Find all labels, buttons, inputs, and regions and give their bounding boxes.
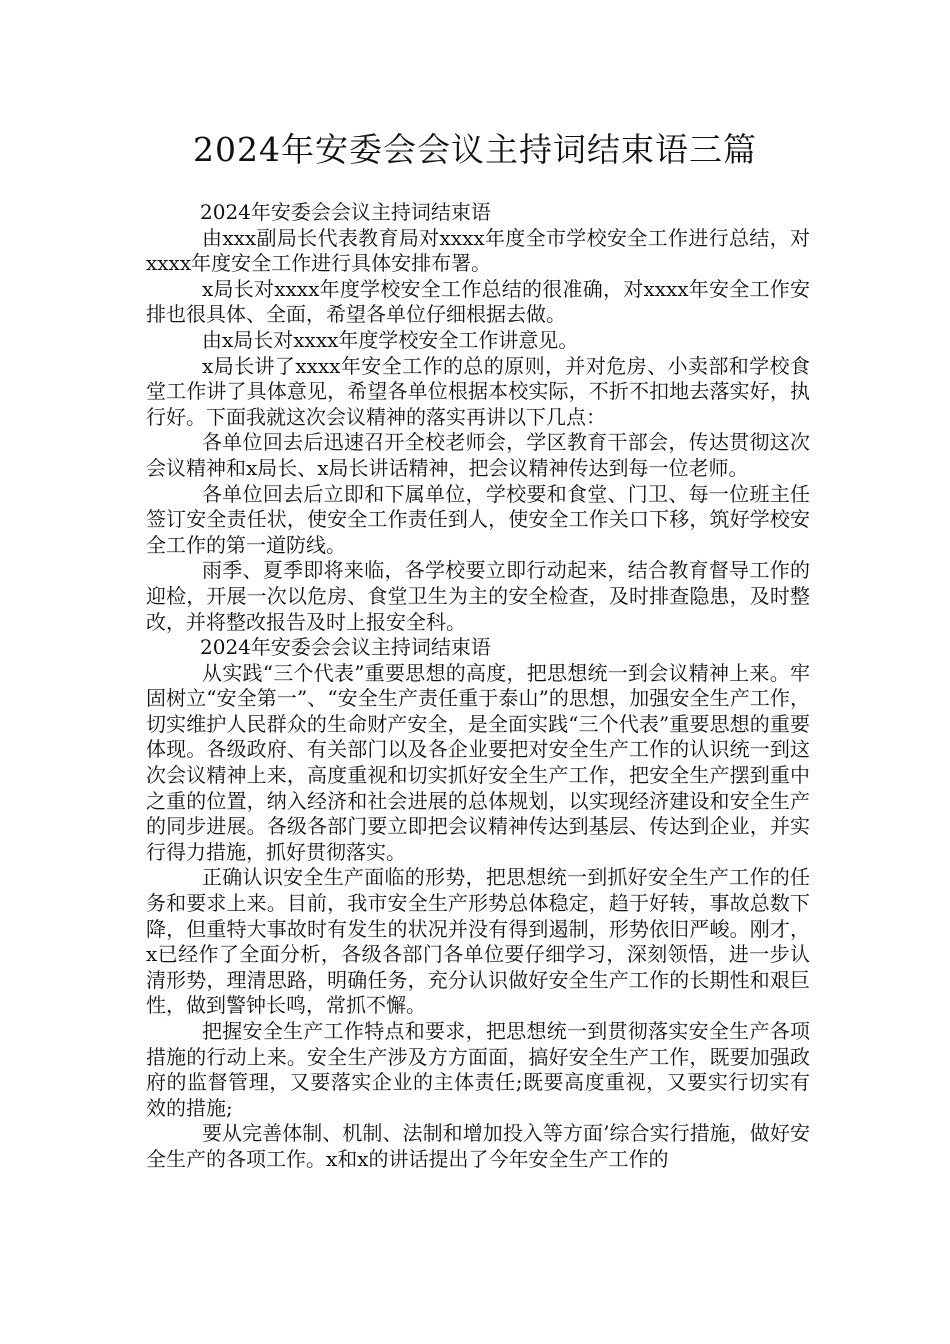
paragraph: 从实践“三个代表”重要思想的高度，把思想统一到会议精神上来。牢固树立“安全第一”、“安全生产责任重于泰山”的思想，加强安全生产工作，切实维护人民群众的生命财产安全，是全面实践“三个代表”重要思想的重要体现。各级政府、有关部门以及各企业要把对安全生产工作的认识统一到这次会议精神上来，高度重视和切实抓好安全生产工作，把安全生产摆到重中之重的位置，纳入经济和社会进展的总体规划，以实现经济建设和安全生产的同步进展。各级各部门要立即把会议精神传达到基层、传达到企业，并实行得力措施，抓好贯彻落实。 (146, 660, 810, 864)
paragraph: 由xxx副局长代表教育局对xxxx年度全市学校安全工作进行总结，对xxxx年度安全工作进行具体安排布署。 (146, 225, 810, 276)
paragraph: 雨季、夏季即将来临，各学校要立即行动起来，结合教育督导工作的迎检，开展一次以危房、食堂卫生为主的安全检查，及时排查隐患，及时整改，并将整改报告及时上报安全科。 (146, 558, 810, 634)
paragraph: 把握安全生产工作特点和要求，把思想统一到贯彻落实安全生产各项措施的行动上来。安全生产涉及方方面面，搞好安全生产工作，既要加强政府的监督管理，又要落实企业的主体责任;既要高度重视，又要实行切实有效的措施; (146, 1019, 810, 1120)
paragraph: 各单位回去后立即和下属单位，学校要和食堂、门卫、每一位班主任签订安全责任状，使安全工作责任到人，使安全工作关口下移，筑好学校安全工作的第一道防线。 (146, 481, 810, 557)
paragraph: x局长讲了xxxx年安全工作的总的原则，并对危房、小卖部和学校食堂工作讲了具体意见，希望各单位根据本校实际，不折不扣地去落实好，执行好。下面我就这次会议精神的落实再讲以下几点： (146, 353, 810, 429)
subheading-2: 2024年安委会会议主持词结束语 (200, 635, 491, 660)
paragraph: 各单位回去后迅速召开全校老师会，学区教育干部会，传达贯彻这次会议精神和x局长、x局长讲话精神，把会议精神传达到每一位老师。 (146, 430, 810, 480)
paragraph: 正确认识安全生产面临的形势，把思想统一到抓好安全生产工作的任务和要求上来。目前，我市安全生产形势总体稳定，趋于好转，事故总数下降，但重特大事故时有发生的状况并没有得到遏制，形势依旧严峻。刚才，x已经作了全面分析，各级各部门各单位要仔细学习，深刻领悟，进一步认清形势，理清思路，明确任务，充分认识做好安全生产工作的长期性和艰巨性，做到警钟长鸣，常抓不懈。 (146, 865, 810, 1018)
paragraph: x局长对xxxx年度学校安全工作总结的很准确，对xxxx年安全工作安排也很具体、全面，希望各单位仔细根据去做。 (146, 276, 810, 327)
document-title: 2024年安委会会议主持词结束语三篇 (193, 130, 757, 169)
subheading-1: 2024年安委会会议主持词结束语 (200, 200, 491, 224)
document-body (146, 200, 810, 1173)
paragraph: 由x局长对xxxx年度学校安全工作讲意见。 (202, 327, 579, 352)
paragraph: 要从完善体制、机制、法制和增加投入等方面’综合实行措施，做好安全生产的各项工作。x和x的讲话提出了今年安全生产工作的 (146, 1121, 810, 1171)
